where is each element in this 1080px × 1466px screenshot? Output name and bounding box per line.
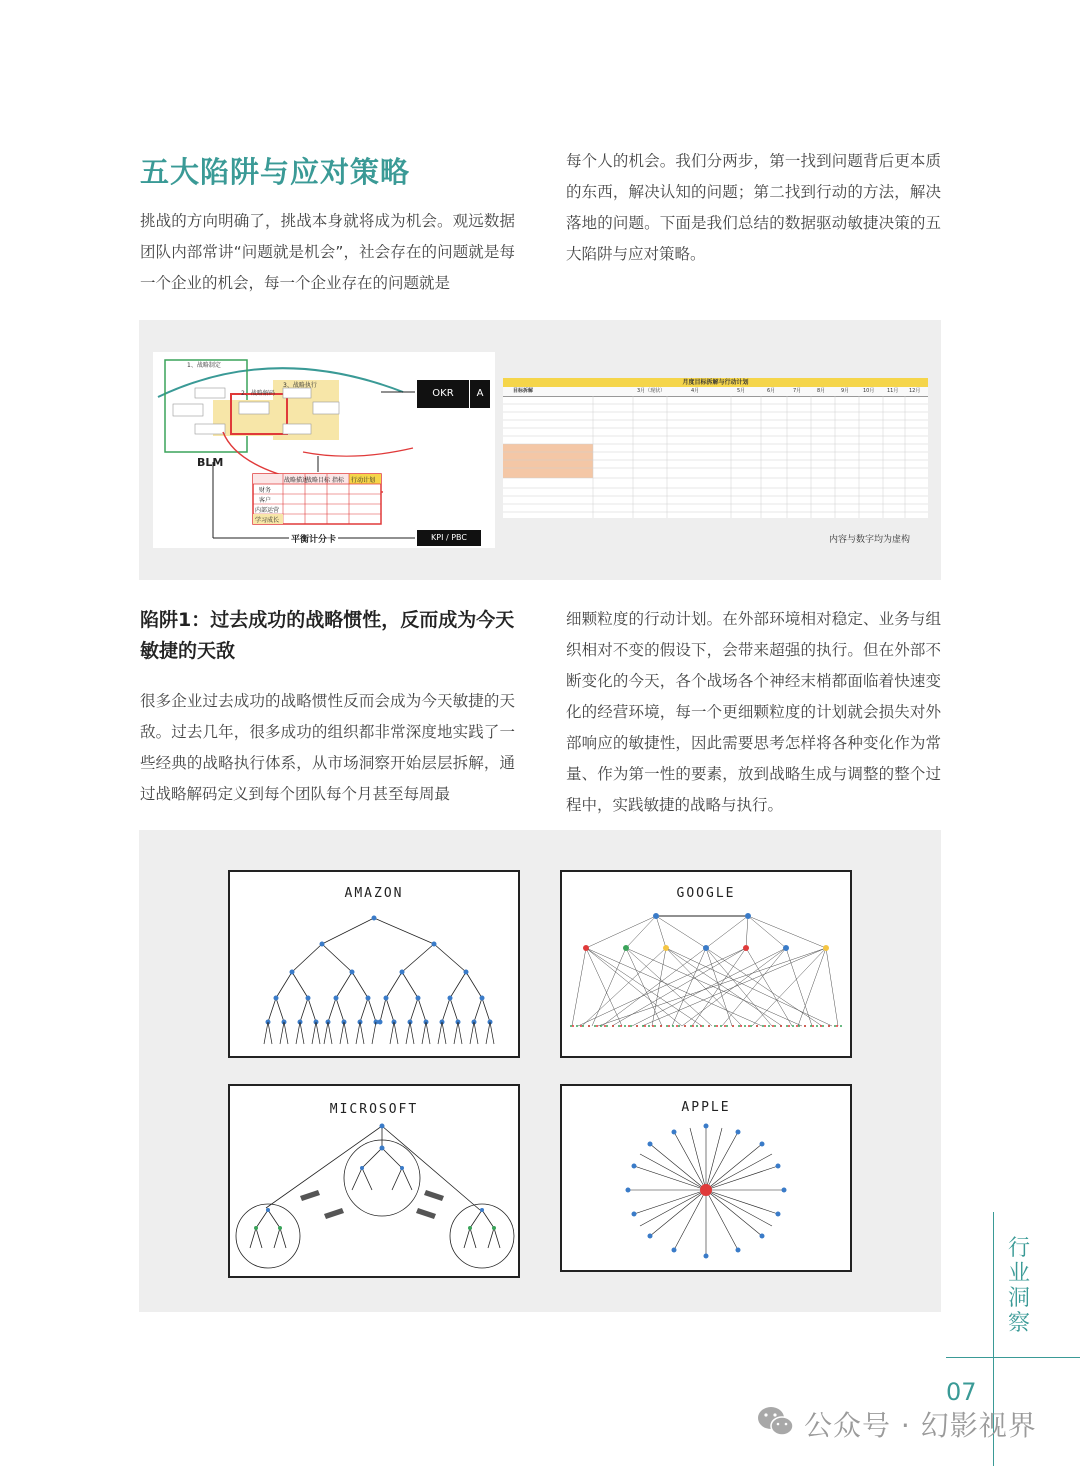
step-1-label: 1、战略制定 <box>187 362 221 369</box>
section-label-char-2: 业 <box>1007 1261 1030 1286</box>
month-4: 6月 <box>767 388 776 394</box>
section-label-char-1: 行 <box>1007 1236 1030 1261</box>
strategy-flow-diagram <box>153 352 495 548</box>
section-label-char-4: 察 <box>1007 1311 1030 1336</box>
bsc-row-4: 学习成长 <box>255 517 280 524</box>
month-8: 10月 <box>863 388 875 394</box>
kpi-pbc-box: KPI / PBC <box>417 530 481 546</box>
month-2: 4月 <box>691 388 700 394</box>
microsoft-title: MICROSOFT <box>329 1102 419 1117</box>
month-3: 5月 <box>737 388 746 394</box>
step-2-label: 2、战略解码 <box>241 390 275 397</box>
month-1: 3月（现状） <box>637 388 666 394</box>
bsc-row-3: 内部运营 <box>255 507 280 514</box>
section-title: 五大陷阱与应对策略 <box>140 155 411 189</box>
bsc-header-3: 指标 <box>332 477 345 484</box>
sidebar-horizontal-line <box>946 1357 1080 1358</box>
figure-caption: 内容与数字均为虚构 <box>829 535 911 545</box>
month-9: 11月 <box>887 388 899 394</box>
trap1-paragraph-left: 很多企业过去成功的战略惯性反而会成为今天敏捷的天敌。过去几年，很多成功的组织都非常深度地实践了一些经典的战略执行体系，从市场洞察开始层层拆解，通过战略解码定义到每个团队每个月甚至每周最 <box>140 692 515 803</box>
figure-strategy-panel <box>139 320 941 580</box>
page-number: 07 <box>946 1378 977 1406</box>
bsc-row-2: 客户 <box>259 497 272 504</box>
org-charts-panel <box>139 830 941 1312</box>
watermark-text: 公众号 · 幻影视界 <box>804 1409 1037 1442</box>
intro-paragraph-right: 每个人的机会。我们分两步，第一找到问题背后更本质的东西，解决认知的问题；第二找到行动的方法，解决落地的问题。下面是我们总结的数据驱动敏捷决策的五大陷阱与应对策略。 <box>566 152 941 263</box>
section-label <box>1004 1236 1034 1336</box>
bsc-label: 平衡计分卡 <box>289 532 338 545</box>
monthly-plan-table <box>503 378 928 518</box>
amazon-org-chart <box>228 870 520 1058</box>
microsoft-org-chart <box>228 1084 520 1278</box>
bsc-header-4: 行动计划 <box>351 477 376 484</box>
wechat-icon <box>756 1404 796 1440</box>
intro-paragraph-left: 挑战的方向明确了，挑战本身就将成为机会。观远数据团队内部常讲“问题就是机会”，社会存在的问题就是每一个企业的机会，每一个企业存在的问题就是 <box>140 212 515 292</box>
okr-a-box: A <box>469 380 490 408</box>
bsc-header-1: 战略描述 <box>284 477 309 484</box>
bsc-header-2: 战略目标 <box>306 477 331 484</box>
google-title: GOOGLE <box>676 886 736 901</box>
apple-title: APPLE <box>681 1100 731 1115</box>
month-6: 8月 <box>817 388 826 394</box>
month-5: 7月 <box>793 388 802 394</box>
month-7: 9月 <box>841 388 850 394</box>
month-10: 12月 <box>909 388 921 394</box>
trap1-heading: 陷阱1：过去成功的战略惯性，反而成为今天敏捷的天敌 <box>140 609 515 662</box>
trap1-paragraph-right: 细颗粒度的行动计划。在外部环境相对稳定、业务与组织相对不变的假设下，会带来超强的执行。但在外部不断变化的今天，各个战场各个神经末梢都面临着快速变化的经营环境，每一个更细颗粒度的计划就会损失对外部响应的敏捷性，因此需要思考怎样将各种变化作为常量、作为第一性的要素，放到战略生成与调整的整个过程中，实践敏捷的战略与执行。 <box>566 610 941 814</box>
okr-box: OKR <box>417 380 469 408</box>
step-3-label: 3、战略执行 <box>283 382 317 389</box>
section-label-char-3: 洞 <box>1007 1286 1030 1311</box>
apple-org-chart <box>560 1084 852 1272</box>
blm-label: BLM <box>197 456 224 469</box>
table-first-col: 目标拆解 <box>513 388 534 394</box>
amazon-title: AMAZON <box>344 886 404 901</box>
google-org-chart <box>560 870 852 1058</box>
table-title: 月度目标拆解与行动计划 <box>503 378 928 387</box>
bsc-row-1: 财务 <box>259 487 272 494</box>
